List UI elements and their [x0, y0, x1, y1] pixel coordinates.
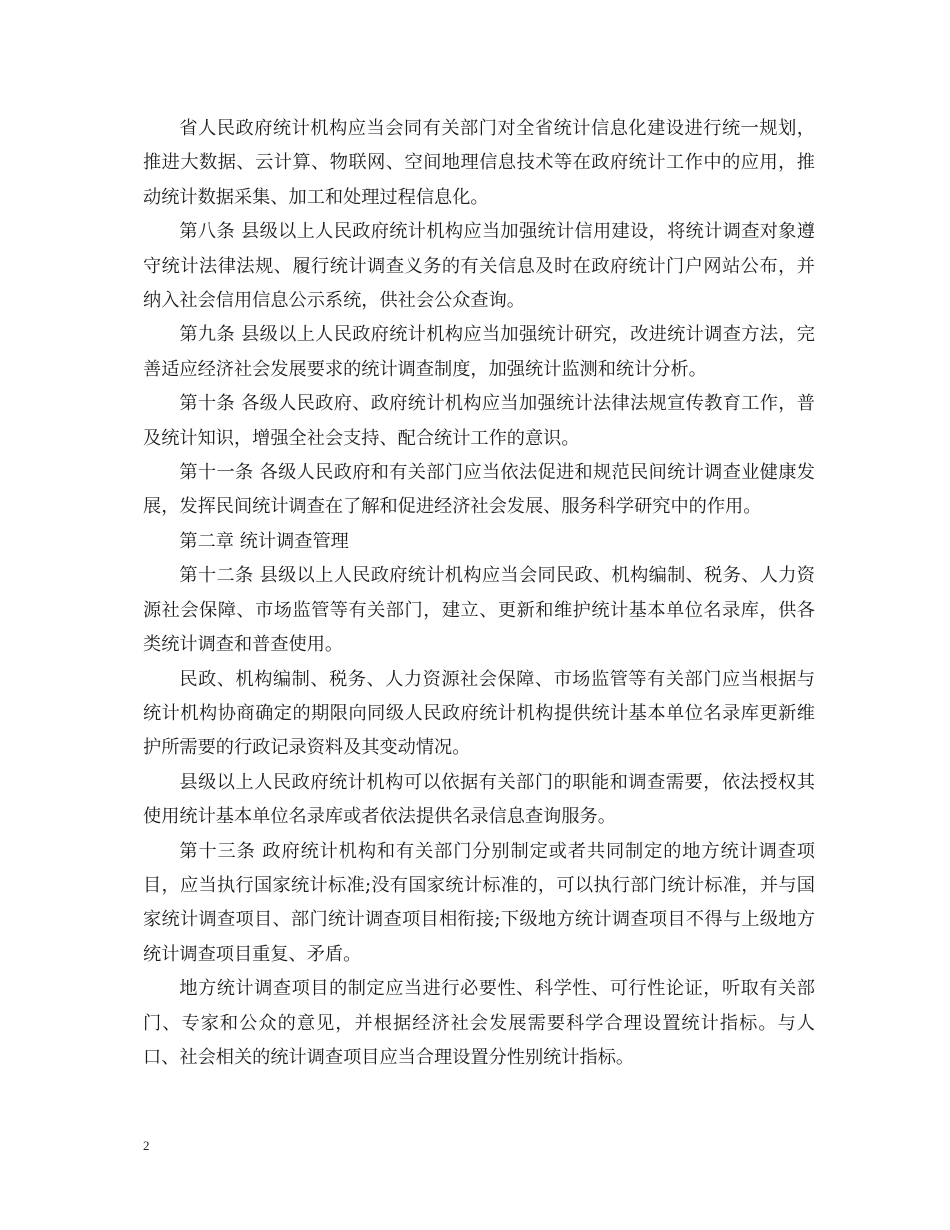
- paragraph-article-12-authorization: 县级以上人民政府统计机构可以依据有关部门的职能和调查需要，依法授权其使用统计基本单位名录库或者依法提供名录信息查询服务。: [143, 771, 815, 828]
- paragraph-article-12-departments: 民政、机构编制、税务、人力资源社会保障、市场监管等有关部门应当根据与统计机构协商确定的期限向同级人民政府统计机构提供统计基本单位名录库更新维护所需要的行政记录资料及其变动情况。: [143, 668, 815, 759]
- chapter-2-heading: 第二章 统计调查管理: [179, 530, 349, 552]
- paragraph-article-10: 第十条 各级人民政府、政府统计机构应当加强统计法律法规宣传教育工作，普及统计知识，增强全社会支持、配合统计工作的意识。: [143, 393, 815, 449]
- paragraph-article-8: 第八条 县级以上人民政府统计机构应当加强统计信用建设，将统计调查对象遵守统计法律法规、履行统计调查义务的有关信息及时在政府统计门户网站公布，并纳入社会信用信息公示系统，供社会公众查询。: [143, 221, 815, 312]
- paragraph-article-9: 第九条 县级以上人民政府统计机构应当加强统计研究，改进统计调查方法，完善适应经济社会发展要求的统计调查制度，加强统计监测和统计分析。: [143, 324, 815, 380]
- paragraph-article-11: 第十一条 各级人民政府和有关部门应当依法促进和规范民间统计调查业健康发展，发挥民间统计调查在了解和促进经济社会发展、服务科学研究中的作用。: [143, 462, 815, 518]
- paragraph-provincial-informatization: 省人民政府统计机构应当会同有关部门对全省统计信息化建设进行统一规划，推进大数据、云计算、物联网、空间地理信息技术等在政府统计工作中的应用，推动统计数据采集、加工和处理过程信息化。: [143, 118, 815, 208]
- document-body: [143, 112, 815, 1075]
- paragraph-article-12: 第十二条 县级以上人民政府统计机构应当会同民政、机构编制、税务、人力资源社会保障、市场监管等有关部门，建立、更新和维护统计基本单位名录库，供各类统计调查和普查使用。: [143, 565, 815, 656]
- paragraph-article-13: 第十三条 政府统计机构和有关部门分别制定或者共同制定的地方统计调查项目，应当执行国家统计标准;没有国家统计标准的，可以执行部门统计标准，并与国家统计调查项目、部门统计调查项目相衔接;下级地方统计调查项目不得与上级地方统计调查项目重复、矛盾。: [143, 840, 815, 965]
- paragraph-article-13-formulation: 地方统计调查项目的制定应当进行必要性、科学性、可行性论证，听取有关部门、专家和公众的意见，并根据经济社会发展需要科学合理设置统计指标。与人口、社会相关的统计调查项目应当合理设置分性别统计指标。: [143, 978, 815, 1068]
- page-number: 2: [143, 1138, 150, 1153]
